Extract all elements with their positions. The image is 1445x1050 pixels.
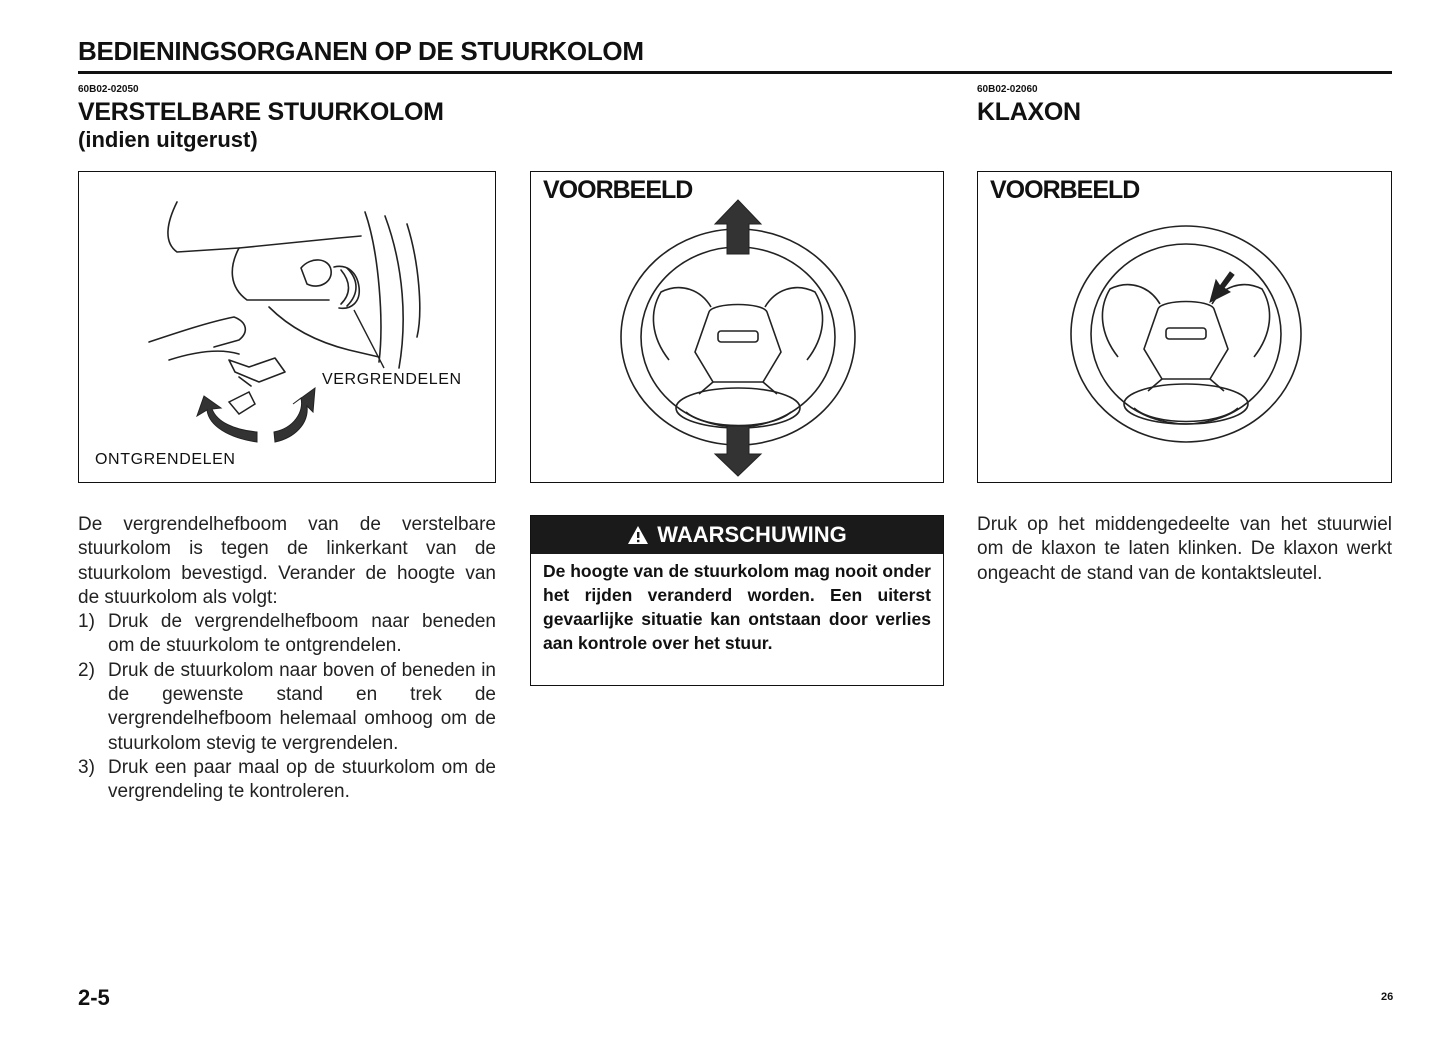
horn-text: Druk op het middengedeelte van het stuurwiel om de klaxon te laten klinken. De klaxon werkt ongeacht de stand van de kontaktsleutel. [977,514,1392,584]
up-arrow-icon [715,200,761,254]
warning-title: WAARSCHUWING [657,522,847,547]
page-title: BEDIENINGSORGANEN OP DE STUURKOLOM [78,36,644,66]
lock-arrow-icon [274,388,315,442]
figure-label: VOORBEELD [543,176,693,204]
step-text: Druk een paar maal op de stuurkolom om de vergrendeling te kontroleren. [108,756,496,803]
section-subtitle-steering: (indien uitgerust) [78,127,258,152]
lock-label: VERGRENDELEN [322,371,462,388]
warning-text: De hoogte van de stuurkolom mag nooit onder het rijden veranderd worden. Een uiterst gevaarlijke situatie kan ontstaan door verlies aan kontrole over het stuur. [543,561,931,653]
step-number: 3) [78,756,95,778]
steering-adjust-figure [530,171,944,483]
step-number: 1) [78,611,95,633]
warning-box [530,515,944,686]
steering-column-lever-illustration [79,172,497,484]
horn-figure [977,171,1392,483]
warning-header [531,516,943,554]
warning-triangle-icon [627,525,649,545]
steering-steps [78,610,496,804]
step-text: Druk de stuurkolom naar boven of beneden in de gewenste stand en trek de vergrendelhefboom helemaal omhoog om de stuurkolom stevig te vergrendelen. [108,659,496,754]
list-item [78,756,496,805]
steering-wheel-adjust-illustration [531,172,945,484]
steering-column-figure [78,171,496,483]
page-code: 26 [1381,991,1394,1003]
step-text: Druk de vergrendelhefboom naar beneden om de stuurkolom te ontgrendelen. [108,611,496,657]
unlock-label: ONTGRENDELEN [95,451,236,468]
list-item [78,610,496,659]
steering-intro: De vergrendelhefboom van de verstelbare stuurkolom is tegen de linkerkant van de stuurkolom bevestigd. Verander de hoogte van de stuurkolom als volgt: [78,514,496,608]
section-title-steering: VERSTELBARE STUURKOLOM [78,98,444,126]
unlock-arrow-icon [197,396,257,442]
figure-label: VOORBEELD [990,176,1140,204]
page-number: 2-5 [78,985,110,1010]
horn-instructions [977,513,1392,586]
horn-steering-wheel-illustration [978,172,1393,484]
down-arrow-icon [715,426,761,476]
header-divider [78,71,1392,74]
section-code-horn: 60B02-02060 [977,84,1038,95]
list-item [78,659,496,756]
steering-instructions [78,513,496,805]
step-number: 2) [78,659,95,681]
section-code-steering: 60B02-02050 [78,84,139,95]
section-title-horn: KLAXON [977,98,1081,126]
